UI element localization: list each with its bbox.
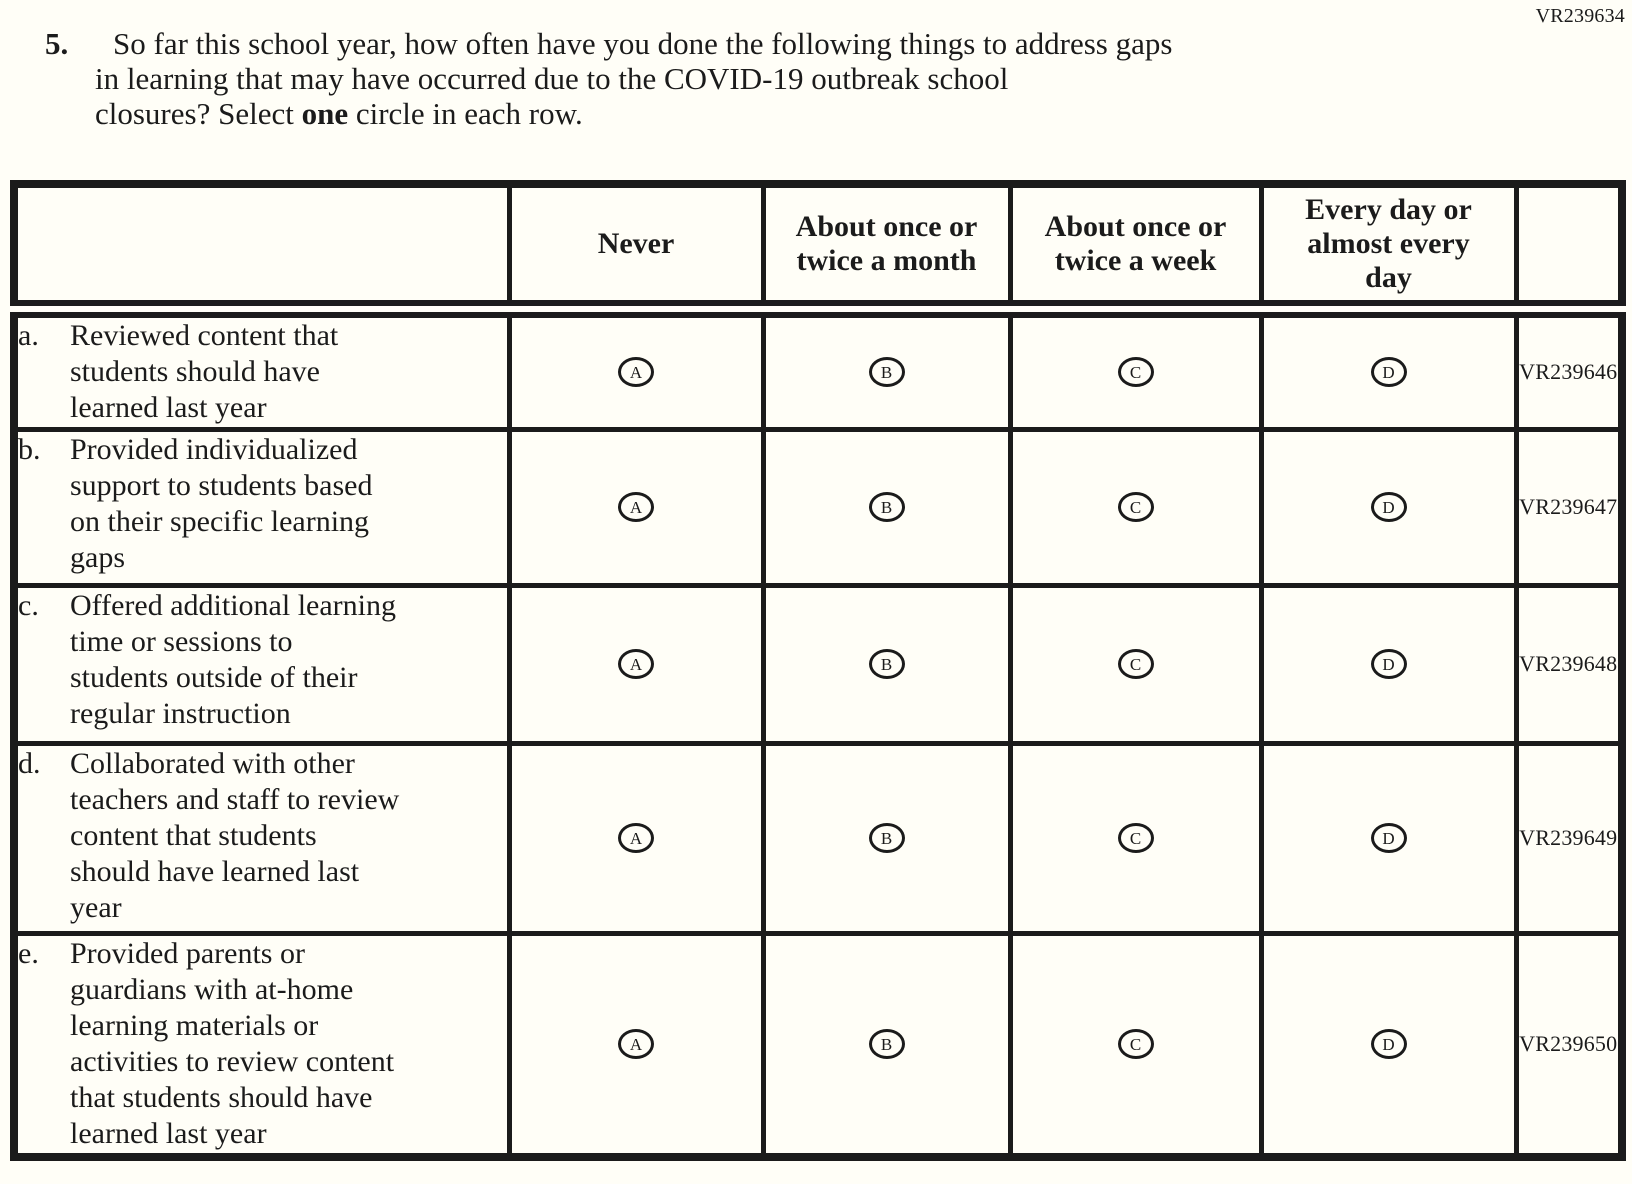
- row-code: VR239646: [1516, 309, 1622, 429]
- option-bubble-d[interactable]: D: [1371, 649, 1407, 679]
- option-cell-month: [763, 933, 1010, 1157]
- option-bubble-c[interactable]: C: [1118, 357, 1154, 387]
- option-cell-week: [1010, 933, 1261, 1157]
- option-cell-never: [509, 585, 763, 743]
- statement-line: gaps: [70, 540, 125, 574]
- statement-line: that students should have: [70, 1080, 373, 1114]
- header-every-day: [1261, 184, 1516, 309]
- option-cell-never: [509, 429, 763, 585]
- statement-line: Provided individualized: [70, 432, 358, 466]
- statement-line: time or sessions to: [70, 624, 293, 658]
- statement-line: Provided parents or: [70, 936, 305, 970]
- statement-line: Offered additional learning: [70, 588, 396, 622]
- option-cell-week: [1010, 743, 1261, 933]
- statement-line: support to students based: [70, 468, 373, 502]
- option-cell-never: [509, 743, 763, 933]
- row-letter: b.: [18, 432, 41, 466]
- option-bubble-b[interactable]: B: [869, 492, 905, 522]
- question-text-line2: in learning that may have occurred due to the COVID-19 outbreak school: [95, 61, 1009, 96]
- row-code: VR239650: [1516, 933, 1622, 1157]
- option-bubble-a[interactable]: A: [618, 492, 654, 522]
- option-bubble-d[interactable]: D: [1371, 1029, 1407, 1059]
- option-cell-everyday: [1261, 309, 1516, 429]
- form-code-label: VR239634: [1535, 5, 1625, 27]
- header-line: Never: [597, 227, 675, 260]
- statement-line: Reviewed content that: [70, 319, 339, 352]
- row-statement: [70, 432, 507, 576]
- option-cell-everyday: [1261, 933, 1516, 1157]
- header-line: almost every: [1307, 227, 1470, 260]
- statement-line: on their specific learning: [70, 504, 370, 538]
- option-bubble-d[interactable]: D: [1371, 357, 1407, 387]
- header-row: [14, 184, 1622, 309]
- table-row-a: [14, 309, 1622, 429]
- row-statement: [70, 746, 507, 926]
- option-cell-everyday: [1261, 585, 1516, 743]
- statement-line: guardians with at-home: [70, 972, 354, 1006]
- option-bubble-a[interactable]: A: [618, 1029, 654, 1059]
- header-line: About once or: [1044, 210, 1227, 243]
- row-statement: [70, 318, 507, 426]
- option-bubble-a[interactable]: A: [618, 357, 654, 387]
- question-line3-bold: one: [301, 96, 349, 131]
- option-bubble-c[interactable]: C: [1118, 649, 1154, 679]
- row-code: VR239649: [1516, 743, 1622, 933]
- option-cell-week: [1010, 309, 1261, 429]
- option-bubble-d[interactable]: D: [1371, 492, 1407, 522]
- row-label-cell: [14, 585, 509, 743]
- header-line: twice a month: [796, 244, 977, 277]
- header-once-twice-week: [1010, 184, 1261, 309]
- option-bubble-b[interactable]: B: [869, 357, 905, 387]
- option-cell-month: [763, 309, 1010, 429]
- option-bubble-a[interactable]: A: [618, 649, 654, 679]
- statement-line: teachers and staff to review: [70, 782, 400, 816]
- option-bubble-a[interactable]: A: [618, 823, 654, 853]
- statement-line: year: [70, 890, 122, 924]
- option-cell-month: [763, 429, 1010, 585]
- header-line: Every day or: [1305, 193, 1472, 226]
- question-block: [45, 26, 1173, 131]
- option-cell-week: [1010, 585, 1261, 743]
- option-bubble-b[interactable]: B: [869, 1029, 905, 1059]
- row-label-cell: [14, 743, 509, 933]
- question-line3-pre: closures? Select: [95, 96, 302, 131]
- statement-line: learned last year: [70, 391, 267, 424]
- statement-line: students outside of their: [70, 660, 358, 694]
- row-statement: [70, 936, 507, 1152]
- statement-line: learning materials or: [70, 1008, 319, 1042]
- statement-line: activities to review content: [70, 1044, 395, 1078]
- row-letter: a.: [18, 319, 39, 352]
- table-row-d: [14, 743, 1622, 933]
- row-label-cell: [14, 429, 509, 585]
- statement-line: should have learned last: [70, 854, 360, 888]
- header-never: [509, 184, 763, 309]
- header-code-cell: [1516, 184, 1622, 309]
- option-bubble-d[interactable]: D: [1371, 823, 1407, 853]
- row-letter: c.: [18, 588, 39, 622]
- statement-line: content that students: [70, 818, 317, 852]
- row-letter: d.: [18, 746, 41, 780]
- row-letter: e.: [18, 936, 39, 970]
- question-number: 5.: [45, 26, 69, 61]
- option-bubble-b[interactable]: B: [869, 649, 905, 679]
- option-cell-month: [763, 585, 1010, 743]
- option-bubble-c[interactable]: C: [1118, 823, 1154, 853]
- header-empty-cell: [14, 184, 509, 309]
- option-cell-week: [1010, 429, 1261, 585]
- header-line: About once or: [795, 210, 978, 243]
- statement-line: students should have: [70, 355, 320, 388]
- question-text-line1: So far this school year, how often have you done the following things to address gaps: [113, 26, 1173, 61]
- table-row-c: [14, 585, 1622, 743]
- row-code: VR239647: [1516, 429, 1622, 585]
- table-row-b: [14, 429, 1622, 585]
- option-cell-everyday: [1261, 743, 1516, 933]
- option-bubble-c[interactable]: C: [1118, 1029, 1154, 1059]
- option-cell-month: [763, 743, 1010, 933]
- header-line: day: [1365, 261, 1412, 294]
- option-bubble-b[interactable]: B: [869, 823, 905, 853]
- row-code: VR239648: [1516, 585, 1622, 743]
- statement-line: learned last year: [70, 1116, 267, 1150]
- table-row-e: [14, 933, 1622, 1157]
- question-text-line3: [95, 96, 1172, 131]
- option-cell-never: [509, 933, 763, 1157]
- row-label-cell: [14, 933, 509, 1157]
- option-cell-never: [509, 309, 763, 429]
- header-once-twice-month: [763, 184, 1010, 309]
- option-cell-everyday: [1261, 429, 1516, 585]
- statement-line: Collaborated with other: [70, 746, 355, 780]
- statement-line: regular instruction: [70, 696, 291, 730]
- frequency-matrix-table: [10, 180, 1626, 1161]
- question-line-1: [45, 26, 1173, 61]
- row-statement: [70, 588, 507, 732]
- question-line3-post: circle in each row.: [348, 96, 583, 131]
- header-line: twice a week: [1054, 244, 1217, 277]
- row-label-cell: [14, 309, 509, 429]
- option-bubble-c[interactable]: C: [1118, 492, 1154, 522]
